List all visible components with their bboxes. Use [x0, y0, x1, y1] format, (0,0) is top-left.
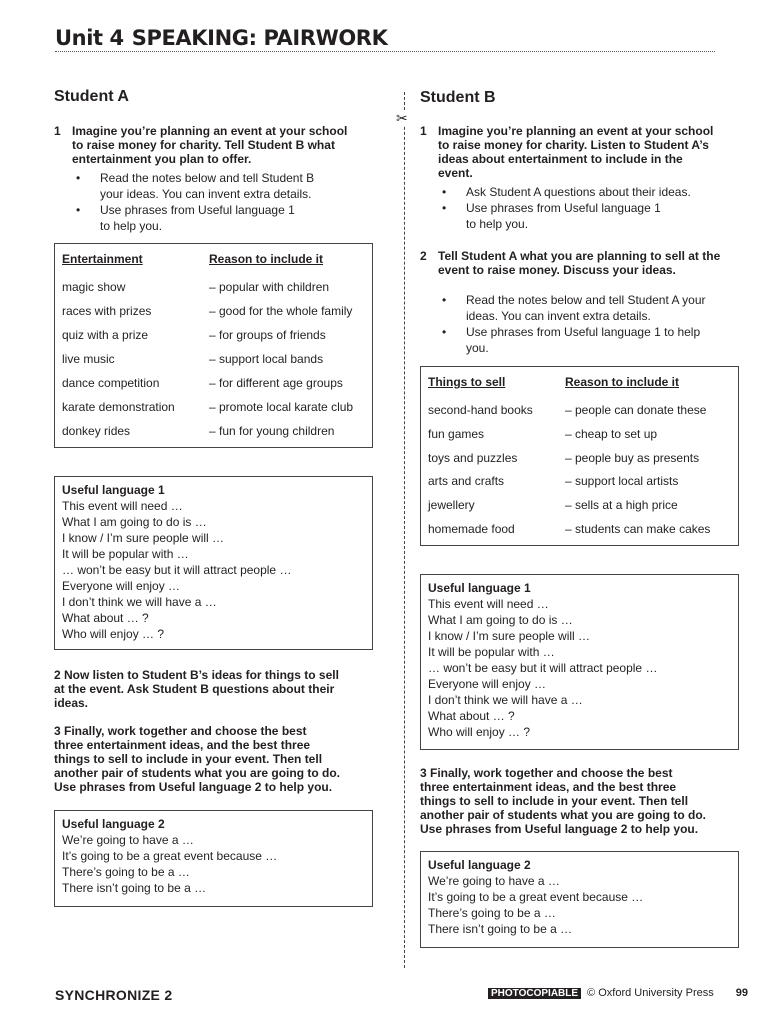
- phrase: This event will need …: [428, 597, 549, 611]
- task-number: 2: [420, 249, 427, 263]
- table-row: toys and puzzles – people buy as presents: [428, 451, 700, 465]
- table-row: homemade food – students can make cakes: [428, 522, 711, 536]
- student-a-bullets: [54, 170, 384, 234]
- table-row: quiz with a prize – for groups of friends: [62, 328, 326, 342]
- page-number: 99: [735, 987, 748, 999]
- phrase: Who will enjoy … ?: [428, 725, 531, 739]
- bullet-item: • Use phrases from Useful language 1 to help you.: [54, 202, 384, 234]
- table-header: Things to sell: [428, 375, 506, 389]
- cut-line: [404, 92, 405, 968]
- task-number: 1: [54, 124, 61, 138]
- phrase: This event will need …: [62, 499, 183, 513]
- phrase: I don’t think we will have a …: [62, 595, 217, 609]
- table-row: second-hand books – people can donate these: [428, 403, 707, 417]
- student-b-bullets-2: [420, 292, 750, 356]
- student-b-task-1: [420, 124, 750, 180]
- bullet-item: • Read the notes below and tell Student A your ideas. You can invent extra details.: [420, 292, 750, 324]
- photocopiable-badge: PHOTOCOPIABLE: [488, 988, 581, 999]
- section-title: SPEAKING: PAIRWORK: [131, 26, 388, 50]
- scissors-icon: ✂: [396, 110, 408, 126]
- useful-language-2-box: [54, 810, 373, 907]
- task-line: to raise money for charity. Listen to Student A’s: [438, 138, 709, 152]
- brand-logo: SYNCHRONIZE 2: [55, 987, 173, 1003]
- unit-label: Unit 4: [55, 26, 124, 50]
- phrase: It will be popular with …: [428, 645, 555, 659]
- task-line: event.: [438, 166, 473, 180]
- task-line: Imagine you’re planning an event at your school: [438, 124, 714, 138]
- table-row: dance competition – for different age groups: [62, 376, 343, 390]
- phrase: Everyone will enjoy …: [428, 677, 547, 691]
- useful-language-2-box: [420, 851, 739, 948]
- table-row: fun games – cheap to set up: [428, 427, 658, 441]
- student-b-task-3: 3 Finally, work together and choose the best three entertainment ideas, and the best three things to sell to include in your event. Then tell another pair of students what you are going to do. Use phrases from Useful language 2 to help you.: [420, 766, 707, 836]
- task-line: entertainment you plan to offer.: [72, 152, 252, 166]
- student-a-task-3: 3 Finally, work together and choose the best three entertainment ideas, and the best three things to sell to include in your event. Then tell another pair of students what you are going to do. Use phrases from Useful language 2 to help you.: [54, 724, 341, 794]
- entertainment-table: [54, 243, 373, 448]
- phrase: There’s going to be a …: [428, 906, 556, 920]
- table-row: live music – support local bands: [62, 352, 324, 366]
- phrase: I know / I’m sure people will …: [428, 629, 591, 643]
- box-title: Useful language 2: [428, 858, 531, 872]
- bullet-item: • Read the notes below and tell Student B your ideas. You can invent extra details.: [54, 170, 384, 202]
- phrase: What I am going to do is …: [62, 515, 207, 529]
- task-line: Imagine you’re planning an event at your school: [72, 124, 348, 138]
- table-header: Entertainment: [62, 252, 143, 266]
- bullet-item: • Use phrases from Useful language 1 to help you.: [420, 200, 750, 232]
- phrase: I know / I’m sure people will …: [62, 531, 225, 545]
- bullet-item: • Use phrases from Useful language 1 to help you.: [420, 324, 750, 356]
- phrase: It’s going to be a great event because …: [62, 849, 278, 863]
- title-rule: [55, 51, 715, 52]
- table-row: magic show – popular with children: [62, 280, 330, 294]
- footer-credits: [488, 987, 748, 999]
- box-title: Useful language 1: [62, 483, 165, 497]
- task-number: 1: [420, 124, 427, 138]
- phrase: It will be popular with …: [62, 547, 189, 561]
- bullet-item: • Ask Student A questions about their ideas.: [420, 184, 750, 200]
- phrase: I don’t think we will have a …: [428, 693, 583, 707]
- things-to-sell-table: [420, 366, 739, 546]
- phrase: It’s going to be a great event because …: [428, 890, 644, 904]
- useful-language-1-box: [54, 476, 373, 650]
- student-b-heading: Student B: [420, 89, 496, 106]
- table-row: races with prizes – good for the whole family: [62, 304, 353, 318]
- student-a-heading: Student A: [54, 88, 129, 105]
- useful-language-1-box: [420, 574, 739, 750]
- task-line: event to raise money. Discuss your ideas.: [438, 263, 676, 277]
- phrase: We’re going to have a …: [428, 874, 560, 888]
- table-header: Reason to include it: [565, 375, 680, 389]
- phrase: There isn’t going to be a …: [62, 881, 207, 895]
- phrase: … won’t be easy but it will attract people …: [62, 563, 292, 577]
- phrase: Who will enjoy … ?: [62, 627, 165, 641]
- page-title: [55, 26, 387, 50]
- task-line: Tell Student A what you are planning to sell at the: [438, 249, 721, 263]
- phrase: … won’t be easy but it will attract people …: [428, 661, 658, 675]
- student-a-task-1: [54, 124, 384, 166]
- table-header: Reason to include it: [209, 252, 324, 266]
- table-row: jewellery – sells at a high price: [428, 498, 678, 512]
- table-row: karate demonstration – promote local karate club: [62, 400, 354, 414]
- student-b-bullets-1: [420, 184, 750, 232]
- phrase: Everyone will enjoy …: [62, 579, 181, 593]
- task-line: ideas about entertainment to include in the: [438, 152, 683, 166]
- phrase: There isn’t going to be a …: [428, 922, 573, 936]
- phrase: What about … ?: [428, 709, 515, 723]
- phrase: What about … ?: [62, 611, 149, 625]
- box-title: Useful language 1: [428, 581, 531, 595]
- table-row: arts and crafts – support local artists: [428, 474, 679, 488]
- phrase: What I am going to do is …: [428, 613, 573, 627]
- table-row: donkey rides – fun for young children: [62, 424, 335, 438]
- student-b-task-2: [420, 249, 750, 277]
- box-title: Useful language 2: [62, 817, 165, 831]
- phrase: We’re going to have a …: [62, 833, 194, 847]
- copyright-text: © Oxford University Press: [587, 987, 714, 999]
- student-a-task-2: 2 Now listen to Student B’s ideas for things to sell at the event. Ask Student B questions about their ideas.: [54, 668, 339, 710]
- task-line: to raise money for charity. Tell Student B what: [72, 138, 335, 152]
- phrase: There’s going to be a …: [62, 865, 190, 879]
